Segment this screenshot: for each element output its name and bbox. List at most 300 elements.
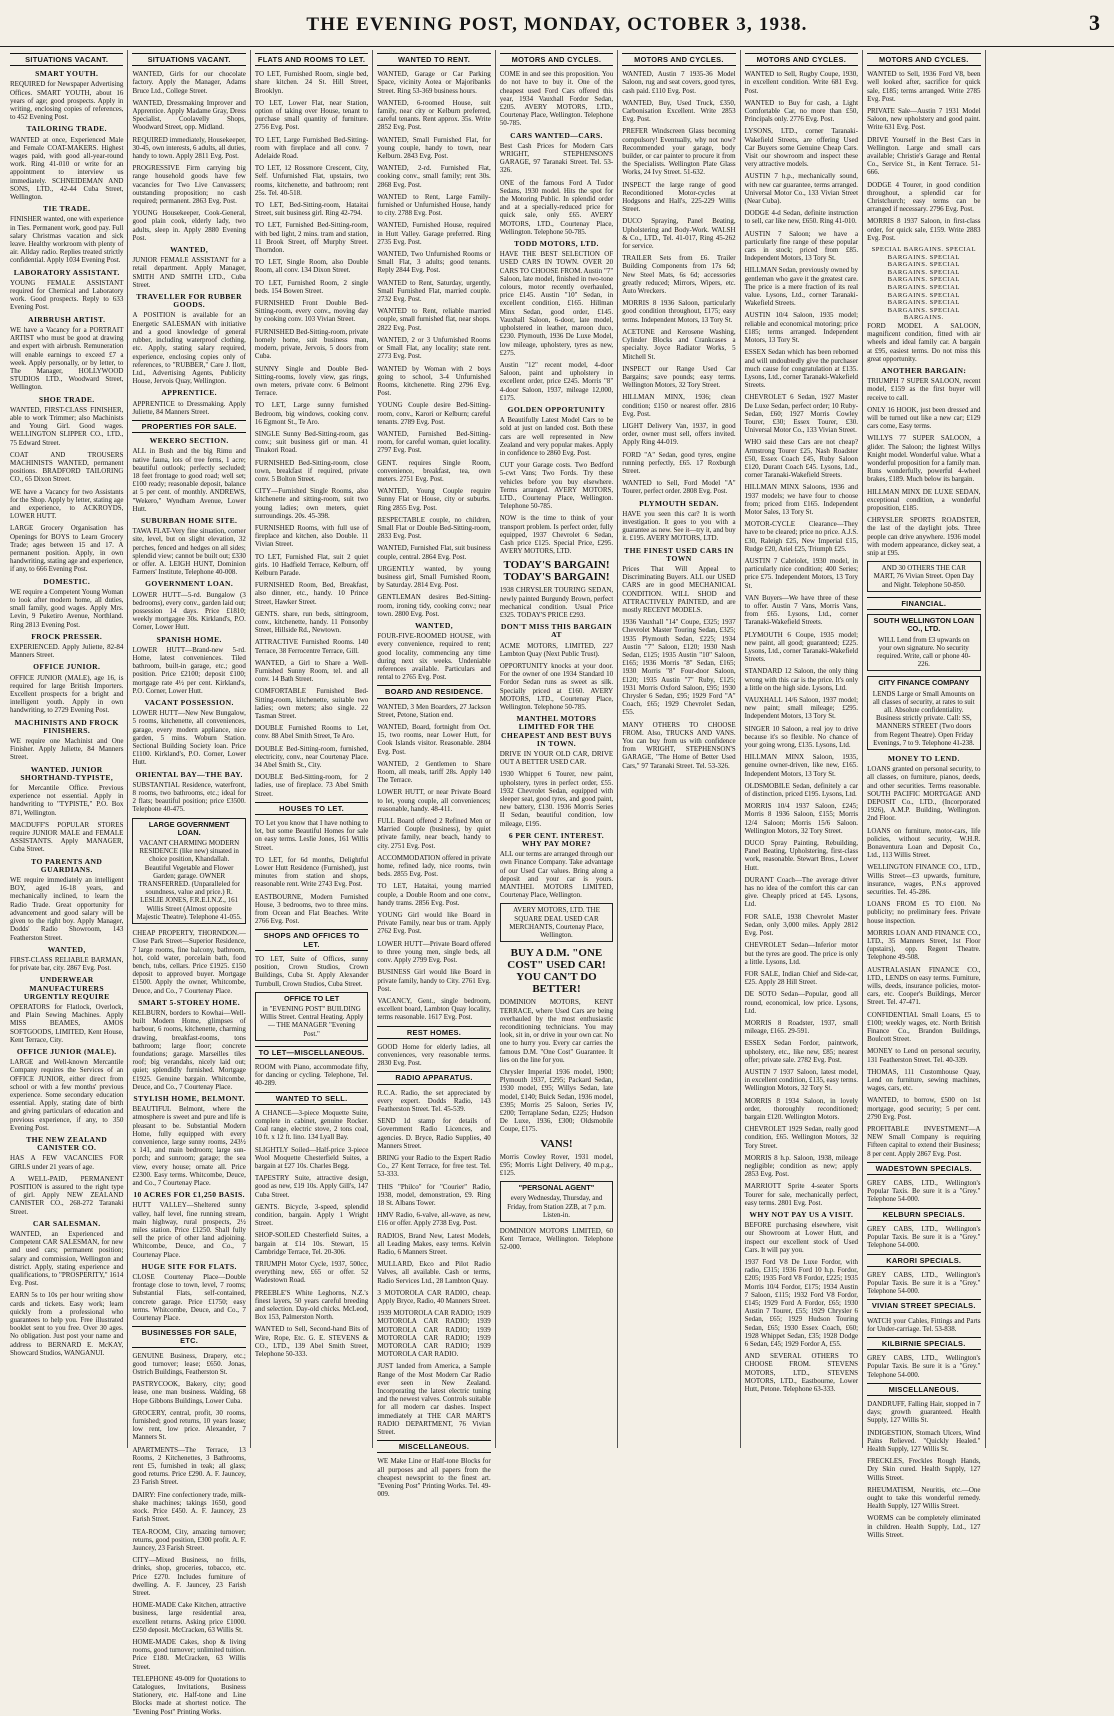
classified-ad: WANTED to Sell, 1936 Ford V8, been well looked after, sacrifice for quick sale, £185; terms arranged. Write 2785 Evg. Post. [867, 70, 981, 103]
newspaper-title: THE EVENING POST, MONDAY, OCTOBER 3, 1938. [306, 14, 808, 35]
classified-ad: WHO said these Cars are not cheap? Armstrong Tourer £25, Nash Roadster £50, Essex Coach £45, Ruby Saloon £120, Durant Coach £45. Lysons, Ltd., corner Taranaki-Wakefield Streets. [744, 438, 859, 480]
ad-heading: FROCK PRESSER. [31, 631, 103, 641]
classified-ad: ATTRACTIVE Furnished Rooms. 140 Terrace, 38 Ferrocentre Terrace, Gill. [254, 638, 369, 655]
classified-ad: REQUIRED for Newspaper Advertising Offices. SMART YOUTH, about 16 years of age; good prospects. Apply in writing, enclosing copies of references, to 452 Evening Post. [10, 80, 124, 122]
ad-heading: THE NEW ZEALAND CANISTER CO. [26, 1134, 108, 1153]
section-heading: MOTORS AND CYCLES. [622, 53, 735, 66]
classified-ad: 1939 MOTOROLA CAR RADIO; 1939 MOTOROLA CAR RADIO; 1939 MOTOROLA CAR RADIO; 1939 MOTOROLA CAR RADIO; 1939 MOTOROLA CAR RADIO; 1939 MOTOROLA CAR RADIO. [377, 1309, 491, 1359]
page-number: 3 [1089, 10, 1100, 35]
classified-ad: LOWER HUTT—5-rd. Bungalow (3 bedrooms), every conv., garden laid out; possession 14 days. Price £1810; weekly mortgagee 30s. Kirkland's, P.O. Corner, Lower Hutt. [132, 590, 246, 632]
section-heading: SHOPS AND OFFICES TO LET. [255, 929, 368, 950]
classified-ad: WE require one Machinist and One Finisher. Apply Juliette, 84 Manners Street. [10, 737, 124, 762]
classified-ad: BRING your Radio to the Expert Radio Co., 27 Kent Terrace, for free test. Tel. 53-333. [377, 1153, 491, 1179]
column-3 [251, 50, 373, 1448]
classified-ad: Chrysler Imperial 1936 model, 1900; Plymouth 1937, £295; Packard Sedan, 1930 model, £95; Willys Sedan, late model, £140; Buick Sedan, 1936 model, £395; Morris 25 Saloon, Series IV, £200; Terraplane Sedan, £225; Hudson De Luxe, 1936, £300; Oldsmobile Coupe, £175. [499, 1067, 614, 1134]
classified-ad: LOWER HUTT—Private Board offered to three young men, single beds, all conv. Apply 2799 Evg. Post. [377, 939, 491, 965]
classified-ad: WANTED, Austin 7 1935-36 Model Saloon, rug and seat covers, good tyres, cash paid. £110 Evg. Post. [622, 70, 736, 95]
classified-ad: SHOP-SOILED Chesterfield Suites, a bargain at £14 10s. Stewart, 15 Cambridge Terrace, Tel. 20-306. [254, 1231, 369, 1256]
classified-ad: PREEBLE'S White Leghorns, N.Z.'s finest layers, 50 years careful breeding and selection. Day-old chicks. McLeod, Box 153, Palmerston North. [254, 1288, 369, 1322]
section-heading: PROPERTIES FOR SALE. [132, 420, 245, 433]
classified-ad: WANTED, Furnished Flat, suit business couple, central. 2864 Evg. Post. [377, 544, 491, 561]
classified-ad: TAPESTRY Suite, attractive design, good as new, £19 10s. Apply Gill's, 147 Cuba Street. [254, 1174, 369, 1199]
classified-ad: TO LET, Suite of Offices, sunny position, Crown Studios, Crown Buildings, Cuba St. Apply Alexander Turnbull, Crown Studios, Cuba Street. [254, 954, 369, 988]
classified-ad: HILLMAN MINX Saloon, 1935, genuine owner-driven, like new, £165. Independent Motors, 13 Tory St. [744, 753, 859, 778]
classified-ad: ESSEX Sedan Fordor, paintwork, upholstery, etc., like new, £85; nearest offer; private sale. 2782 Evg. Post. [744, 1039, 859, 1064]
classified-ad: COMFORTABLE Furnished Bed-Sitting-room, kitchenette, suitable two ladies; own meters; also single. 22 Tasman Street. [254, 687, 369, 721]
classified-ad: HILLMAN MINX Saloons, 1936 and 1937 models; we have four to choose from; priced from £165. Independent Motor Sales, 13 Tory St. [744, 483, 859, 516]
ad-heading: MACHINISTS AND FROCK FINISHERS. [14, 717, 119, 735]
classified-ad: AND SEVERAL OTHERS TO CHOOSE FROM. STEVENS MOTORS, LTD., STEVENS MOTORS, LTD., Eastbourne, Lower Hutt, Petone. Telephone 63-333. [744, 1352, 859, 1394]
ad-heading: GOVERNMENT LOAN. [145, 579, 234, 589]
display-ad-headline: TODAY'S BARGAIN! TODAY'S BARGAIN! [503, 559, 610, 584]
classified-ad: WANTED, Buy, Used Truck, £350, Carbonisation Excellent. Write 2853 Evg. Post. [622, 98, 736, 124]
classified-ad: CHEVROLET 6 Sedan, 1927 Master De Luxe Sedan, perfect order; 10 Ruby-Sedan, £60; 1927 Morris Cowley Tourer, £30; Essex Tourer, £30. Universal Motor Co., 133 Vivian Street. [744, 393, 859, 435]
section-heading: MOTORS AND CYCLES. [745, 53, 858, 66]
ad-heading: 6 PER CENT. INTEREST. WHY PAY MORE? [508, 830, 605, 849]
classified-ad: HILLMAN MINX DE LUXE SEDAN, exceptional condition, a wonderful proposition, £185. [867, 487, 981, 513]
classified-ad: MANY OTHERS TO CHOOSE FROM. Also, TRUCKS AND VANS. You can buy from us with confidence from WRIGHT, STEPHENSON'S GARAGE, "The Home of Better Used Cars," 97 Taranaki Street. Tel. 53-326. [622, 720, 736, 770]
classified-ad: TO LET, Hataitai, young married couple, a Double Room and one conv., handy trams. 2856 Evg. Post. [377, 882, 491, 907]
classified-ad: INDIGESTION, Stomach Ulcers, Wind Pains Relieved. "Quickly Healed." Health Supply, 127 Willis St. [867, 1428, 981, 1453]
classified-ad: 1936 Vauxhall "14" Coupe, £325; 1937 Chevrolet Master Touring Sedan, £325; 1935 Plymouth Sedan, £225; 1934 Austin "7" Saloon, £120; 1930 Nash Sedan, £125; 1935 Austin "10" Saloon, £165; 1936 Morris "8" Sedan, £165; 1930 Morris "8" Four-door Saloon, £120; 1935 Austin "7" Ruby, £125; 1931 Morris Oxford Saloon, £95; 1930 Chrysler 6 Sedan, £95; 1929 Ford "A" Coach, £65; 1929 Chevrolet Sedan, £55. [622, 618, 736, 717]
classified-ad: A POSITION is available for an Energetic SALESMAN with initiative and a good knowledge of general rubber, including waterproof clothing, etc. Apply, stating salary required, experience, enclosing copies only of references, to "RUBBER," Care J. Ilott, Ltd., Advertising Agents, Publicity House, Jervois Quay, Wellington. [132, 311, 246, 386]
classified-ad: MACDUFF'S POPULAR STORES require JUNIOR MALE and FEMALE ASSISTANTS. Apply MANAGER, Cuba Street. [10, 820, 124, 854]
classified-ad: WANTED to Rent, Large Family-furnished or Unfurnished House, handy to city. 2788 Evg. Post. [377, 192, 491, 218]
section-heading: MISCELLANEOUS. [377, 1440, 490, 1453]
classified-ad: TEA-ROOM, City, amazing turnover; returns, good position, £300 profit. A. F. Jauncey, 23 Farish Street. [132, 1527, 246, 1552]
classified-ad: DOUBLE Furnished Rooms to Let, conv. 88 Abel Smith Street, Te Aro. [254, 724, 369, 741]
classified-ad: KELBURN, borders to Kowhai—Well-built Modern Home, glimpses of harbour, 6 rooms, kitchenette, charming drawing, breakfast-rooms, tons bathroom; large floor; concrete foundations; garage. Marseilles tiles roof; big verandahs, nicely laid out; quiet; splendidly furnished. Mortgage £1925. Genuine bargain. Whitcombe, Deuce, and Co., 7 Courtenay Place. [132, 1008, 246, 1091]
classified-ad: MORRIS LOAN AND FINANCE CO., LTD., 35 Manners Street, 1st Floor (upstairs), opp. Regent Theatre. Telephone 49-508. [867, 928, 981, 962]
classified-ad: 1930 Whippet 6 Tourer, new paint, upholstery, tyres in perfect order, £55. 1932 Chevrolet Sedan, equipped with sleeper seat, good tyres, and good paint, new battery, £130. 1936 Morris Series II Sedan, beautiful condition, low mileage, £195. [499, 770, 614, 828]
classified-ad: FULL Board offered 2 Refined Men or Married Couple (business), by quiet private family, near beach, handy to city. 2751 Evg. Post. [377, 817, 491, 850]
classified-ad: COME in and see this proposition. You do not have to buy it. One of the cheapest used Ford Cars offered this year, 1934 Vauxhall Fordor Sedan, £205. AVERY MOTORS, LTD., Courtenay Place, Wellington. Telephone 50-785. [499, 70, 614, 128]
classified-ad: GENT. requires Single Room, convenience, breakfast, tea, own meters. 2751 Evg. Post. [377, 458, 491, 483]
classified-ad: OPPORTUNITY knocks at your door. For the owner of one 1934 Standard 10 Fordor Sedan runs as sweet as silk. Specially priced at £160. AVERY MOTORS, LTD., Courtenay Place, Wellington. Telephone 50-785. [499, 662, 614, 712]
section-heading: WANTED TO SELL. [255, 1092, 368, 1105]
classified-ad: WANTED, Furnished House, required in Hutt Valley. Garage preferred. Ring 2735 Evg. Post. [377, 221, 491, 246]
classified-ad: WANTED, 2 or 3 Unfurnished Rooms or Small Flat, any locality; state rent. 2773 Evg. Post. [377, 335, 491, 361]
classified-ad: SLIGHTLY Soiled—Half-price 3-piece Wool Moquette Chesterfield Suites, a bargain at £27 10s. Charles Begg. [254, 1145, 369, 1170]
boxed-ad-title: CITY FINANCE COMPANY [878, 678, 970, 688]
section-heading: HOUSES TO LET. [255, 802, 368, 815]
classified-ad: MONEY to Lend on personal security, 131 Featherston Street. Tel. 40-339. [867, 1047, 981, 1064]
classified-ad: CHEAP PROPERTY, THORNDON.—Close Park Street—Superior Residence, 7 large rooms, fine balcony, bathroom, hot, cold water, porcelain bath, food bench, tubs, cellars. Price £1925. £150 deposit to approved buyer. Mortgage £1500. Apply the owner, Whitcombe, Deuce, and Co., 7 Courtenay Place. [132, 929, 246, 995]
classified-ad: DODGE 4-d Sedan, definite instruction to sell, car like new, £650. Ring 41-010. [744, 209, 859, 226]
classified-ad: CHEVROLET Sedan—Inferior motor but the tyres are good. The price is only a little. Lysons, Ltd. [744, 941, 859, 966]
classified-ad: HOME-MADE Cakes, shop & living rooms, good turnover; unlimited tuition. Price £180. McCracken, 63 Willis Street. [132, 1637, 246, 1671]
ad-heading: ORIENTAL BAY—THE BAY. [135, 769, 243, 779]
classified-ad: TAWA FLAT-Very fine situation, corner site, level, but on slight elevation, 32 perches, fenced and hedges on all sides; splendid view; cannot be built out; £330 or offer. A. LEIGH HUNT, Dominion Farmers' Institute, Telephone 40-008. [132, 527, 246, 577]
classified-ad: YOUNG FEMALE ASSISTANT required for Chemical and Laboratory work. Good prospects. Reply to 633 Evening Post. [10, 278, 124, 312]
ad-heading: CAR SALESMAN. [32, 1218, 101, 1228]
classified-ad: FOR SALE, Indian Chief and Side-car, £25. Apply 28 Hill Street. [744, 969, 859, 987]
classified-ad: Austin "12" recent model, 4-door Saloon, paint and upholstery in excellent order, price £245. Morris "8" 4-door Saloon, 1937, mileage 12,000, £175. [499, 360, 614, 402]
classified-ad: TELEPHONE 49-009 for Quotations to Catalogues, Invitations, Business Stationery, etc. Half-tone and Line Blocks made at shortest notice. The "Evening Post" Printing Works. [132, 1674, 246, 1716]
classified-ad: WANTED to Sell, Rugby Coupe, 1930, in excellent condition. Write 681 Evg. Post. [744, 70, 859, 95]
classified-ad: WE Make Line or Half-tone Blocks for all purposes and all papers from the cheapest newsprint to the finest art. "Evening Post" Printing Works. Tel. 49-009. [377, 1457, 491, 1499]
classified-ad: WANTED, FIRST-CLASS FINISHER, able to work Trimmer; also Machinists and Young Girl. Good wages. WELLINGTON SLIPPER CO., LTD., 75 Edward Street. [10, 405, 124, 447]
classified-ad: FOR SALE, 1938 Chevrolet Master Sedan, only 3,000 miles. Apply 2812 Evg. Post. [744, 912, 859, 938]
classified-ad: LOANS on furniture, motor-cars, life policies, without security, W.H.R. Bonaventura Loan and Deposit Co., Ltd., 113 Willis Street. [867, 826, 981, 860]
boxed-ad [132, 818, 245, 924]
classified-ad: WANTED at once, Experienced Male and Female COAT-MAKERS. Highest wages paid, with good all-year-round work. Ring 41-010 or write for an appointment to interview us immediately. SCHNEIDEMAN AND SONS, LTD., 42-44 Cuba Street, Wellington. [10, 135, 124, 202]
classified-ad: AUSTIN 7 h.p., mechanically sound, with new car guarantee, terms arranged. Universal Motor Co., 133 Vivian Street (Near Cuba). [744, 172, 859, 206]
classified-ad: WATCH your Cables, Fittings and Parts for Under-carriage. Tel. 53-838. [867, 1316, 981, 1333]
classified-ad: TO LET, Bed-Sitting-room, Hataitai Street, suit business girl. Ring 42-794. [254, 201, 369, 218]
classified-ad: WANTED by Woman with 2 boys going to school, 3-4 Unfurnished Rooms, kitchenette. Ring 2796 Evg. Post. [377, 364, 491, 398]
classified-ad: HOME-MADE Cake Kitchen, attractive business, large residential area, excellent returns. Asking price £1000. £250 deposit. McCracken, 63 Willis St. [132, 1601, 246, 1634]
boxed-ad-text: AND 30 OTHERS THE CAR MART, 76 Vivian Street. Open Day and Night. Telephone 50-850. [873, 564, 974, 589]
boxed-ad [867, 561, 980, 592]
classified-ad: NOW is the time to think of your transport problem. Is perfect order, fully equipped, 1937 Chevrolet 6 Sedan, Cash price £125. Special Price, £295. AVERY MOTORS, LTD. [499, 514, 614, 556]
classified-ad: DAIRY: Fine confectionery trade, milk-shake machines; takings 1650, good stock. Price £450. A. F. Jauncey, 23 Farish Street. [132, 1490, 246, 1524]
classified-ad: PREFER Windscreen Glass becoming compulsory! Eventually, why not now? Recommended your garage, body builder, or car painter to procure it from the Specialists. Wellington Plate Glass Works, 24 Ivy Street. 51-632. [622, 127, 736, 177]
classified-ad: AUSTIN 7 Saloon; we have a particularly fine range of these popular cars in stock; priced from £85. Independent Motors, 13 Tory St. [744, 229, 859, 263]
classified-ad: WANTED, Dressmaking Improver and Apprentice. Apply Madame Gray, Dress Specialist, Coolavelly Shops, Woodward Street, opp. Midland. [132, 98, 246, 132]
classified-ad: ALL in Bush and the big Rimu and native fauna, lots of tree ferns, 1 acre; beautiful outlook; perfectly secluded; 18 feet frontage to good road; well set; £100 ready; reasonable deposit, balance at 5 per cent. of monthly. ANDREWS, "Wekero," Wyndham Avenue, Lower Hutt. [132, 447, 246, 513]
classified-ad: LOWER HUTT, or near Private Board to let, young couple, all conveniences; reasonable, handy. 48-411. [377, 788, 491, 813]
classified-ad: SEND 1d stamp for details of Government Radio Licences, and agencies. D. Bryce, Radio Supplies, 40 Manners Street. [377, 1117, 491, 1150]
section-heading: WANTED TO RENT. [377, 53, 490, 66]
column-8 [863, 50, 985, 1539]
classified-ad: DE SOTO Sedan—Popular, good all round, economical, low price. Lysons, Ltd. [744, 990, 859, 1015]
classified-ad: WANTED, 6-roomed House, suit family, near city or Kelburn preferred, careful tenants. Rent approx. 35s. Write 2852 Evg. Post. [377, 98, 491, 132]
classified-ad: LOANS FROM £5 TO £100. No publicity; no preliminary fees. Private house inspection. [867, 900, 981, 925]
classified-columns [6, 50, 1108, 1716]
classified-ad: LARGE Grocery Organisation has Openings for BOYS to Learn Grocery Trade; ages between 15 and 17. A permanent position. Apply, in own handwriting, stating age and experience, if any, to 666 Evening Post. [10, 524, 124, 574]
masthead [0, 0, 1114, 47]
classified-ad: GREY CABS, LTD., Wellington's Popular Taxis. Be sure it is a "Grey." Telephone 54-000. [867, 1179, 981, 1204]
ad-heading: SUBURBAN HOME SITE. [140, 515, 238, 525]
classified-ad: PASTRYCOOK, Bakery, city; good lease, one man business. Walding, 68 Hope Gibbons Buildings, Lower Cuba. [132, 1380, 246, 1405]
classified-ad: YOUNG Couple desire Bed-Sitting-room, conv., Karori or Kelburn; careful tenants. 2789 Evg. Post. [377, 401, 491, 426]
column-1 [6, 50, 128, 1448]
repeated-banner: SPECIAL BARGAINS. SPECIAL BARGAINS. SPECIAL BARGAINS. SPECIAL BARGAINS. SPECIAL BARGAINS. SPECIAL BARGAINS. SPECIAL BARGAINS. SPECIAL BARGAINS. SPECIAL BARGAINS. SPECIAL BARGAINS. [871, 246, 976, 322]
classified-ad: WANTED, 2 Gentlemen to Share Room, all meals, tariff 28s. Apply 140 The Terrace. [377, 759, 491, 785]
column-7 [741, 50, 863, 1448]
classified-ad: WE require immediately an intelligent BOY, aged 16-18 years, and mechanically inclined, to learn the Radio Trade. Great opportunity for advancement and good salary will be given to the right boy. Apply Manager, Dodds' Radio Showroom, 143 Featherston Street. [10, 876, 124, 942]
classified-ad: AUSTIN 7 1937 Saloon, latest model, in excellent condition, £135, easy terms. Wellington Motors, 32 Tory St. [744, 1067, 859, 1093]
ad-heading: LABORATORY ASSISTANT. [13, 267, 120, 277]
boxed-ad-title: "PERSONAL AGENT" [518, 1183, 595, 1193]
display-ad-headline: VANS! [540, 1137, 573, 1150]
classified-ad: TO LET, Furnished Bed-Sitting-room, with bed light, 2 mins. tram and station, 11 Brook Street, off Murphy Street. Thorndon. [254, 221, 369, 255]
classified-ad: ACETONE and Kerosene Washing, Cylinder Blocks and Crankcases a specialty. Joyce Radiator Works, 5 Mitchell St. [622, 327, 736, 361]
classified-ad: DOMINION MOTORS, KENT TERRACE, where Used Cars are being overhauled by the most enthusiastic reconditioning technicians. You may look, sit in, or drive in your own car. No one to hurry you. Every car carries the famous D.M. "One Cost" Guarantee. It lies on the line for you. [499, 998, 614, 1064]
ad-heading: STYLISH HOME, BELMONT. [133, 1093, 245, 1103]
boxed-ad [867, 614, 980, 671]
classified-ad: ONE of the famous Ford A Tudor Sedans, 1930 model. Hits the spot for the Motoring Public. In splendid order and at a specially-reduced price for quick sale, only £65. AVERY MOTORS, LTD., Courtenay Place, Wellington. Telephone 50-785. [499, 178, 614, 236]
section-heading: MOTORS AND CYCLES. [867, 53, 980, 66]
classified-ad: OLDSMOBILE Sedan, definitely a car of distinction, priced £195. Lysons, Ltd. [744, 781, 859, 799]
classified-ad: WANTED to Rent, reliable married couple, small furnished flat, near shops. 2822 Evg. Post. [377, 307, 491, 332]
section-heading: SITUATIONS VACANT. [10, 53, 123, 66]
classified-ad: GREY CABS, LTD., Wellington's Popular Taxis. Be sure it is a "Grey." Telephone 54-000. [867, 1270, 981, 1296]
classified-ad: AUSTRALASIAN FINANCE CO., LTD., LENDS on easy terms. Furniture, wills, deeds, insurance policies, motor-cars, etc. Cooper's Buildings, Mercer Street. Tel. 47-471. [867, 965, 981, 1007]
classified-ad: GOOD Home for elderly ladies, all conveniences, very reasonable terms. 2830 Evg. Post. [377, 1042, 491, 1068]
classified-ad: DOUBLE Bed-Sitting-room, furnished, electricity, conv., near Courtenay Place. 34 Abel Smith St., City. [254, 744, 369, 770]
classified-ad: URGENTLY wanted, by young business girl, Small Furnished Room, by Saturday. 2814 Evg. Post. [377, 564, 491, 590]
classified-ad: WANTED to Rent, Saturday, urgently, Small Furnished Flat, married couple. 2732 Evg. Post. [377, 278, 491, 304]
classified-ad: GENUINE Business, Drapery, etc.; good turnover; lease; £650. Jonas, Ostrich Buildings, Featherston St. [132, 1351, 246, 1377]
classified-ad: CITY—Furnished Single Rooms, also kitchenette and sitting-room, suit two young ladies; own meters, quiet surroundings. 20s. 45-398. [254, 487, 369, 520]
classified-ad: APPRENTICE to Dressmaking. Apply Juliette, 84 Manners Street. [132, 399, 246, 416]
classified-ad: ESSEX Sedan which has been reborned and will undoubtedly give the purchaser much cause for congratulation at £135. Lysons, Ltd., corner Taranaki-Wakefield Streets. [744, 348, 859, 390]
ad-heading: WANTED, [415, 620, 454, 630]
classified-ad: TO LET, Furnished Flat, suit 2 quiet girls. 10 Hadfield Terrace, Kelburn, off Kelburn Parade. [254, 552, 369, 577]
boxed-ad [500, 1181, 613, 1222]
section-heading: FINANCIAL. [867, 597, 980, 610]
classified-ad: PROGRESSIVE Firm carrying big range household goods have few vacancies for Two Live Canvassers; outstanding proposition; no cash required; permanent. 2863 Evg. Post. [132, 164, 246, 206]
ad-heading: THE FINEST USED CARS IN TOWN [624, 545, 734, 563]
ad-heading: SMART 5-STOREY HOME. [138, 997, 241, 1007]
classified-ad: FURNISHED Room, Bed, Breakfast, also dinner, etc., handy. 10 Prince Street, Hawker Street. [254, 581, 369, 606]
ad-heading: WANTED, [170, 245, 209, 255]
ad-heading: GOLDEN OPPORTUNITY [507, 404, 606, 414]
boxed-ad-text: VACANT CHARMING MODERN RESIDENCE (like new) situated in choice position, Khandallah. Beautiful Vegetable and Flower Garden; garage. OWNER TRANSFERRED. (Unparalleled for soundness, value and price.) R. LESLIE JONES, F.R.E.I.N.Z., 161 Willis Street (Almost opposite Majestic Theatre). Telephone 41-055. [136, 839, 242, 921]
classified-ad: LYSONS, LTD., corner Taranaki-Wakefield Streets, are offering Used Car Buyers some Genuine Cheap Cars. Visit our showroom and inspect these very attractive models. [744, 127, 859, 169]
classified-ad: JUNIOR FEMALE ASSISTANT for a retail department. Apply Manager, SMITH AND SMITH LTD., Cuba Street. [132, 256, 246, 289]
classified-ad: JUST landed from America, a Sample Range of the Most Modern Car Radio ever seen in New Zealand. Incorporating the latest electric tuning and the newest valves. Controls suitable for all modern car dashes. Inspect immediately at THE CAR MART'S RADIO DEPARTMENT, 76 Vivian Street. [377, 1362, 491, 1437]
classified-ad: DUCO Spraying, Panel Beating, Upholstering and Body-Work. WALSH & Co., LTD., Tel. 41-017, Ring 45-262 for service. [622, 217, 736, 251]
classified-ad: FIRST-CLASS RELIABLE BARMAN, for private bar, city. 2867 Evg. Post. [10, 955, 124, 973]
section-heading: KARORI SPECIALS. [867, 1254, 980, 1267]
classified-ad: LARGE and Well-known Mercantile Company requires the Services of an OFFICE JUNIOR, either direct from school or with a few months' previous experience. Some secondary education essential. Apply, stating date of birth and giving particulars of education and previous experience, if any, to 350 Evening Post. [10, 1058, 124, 1132]
boxed-ad [867, 676, 980, 750]
ad-heading: DON'T MISS THIS BARGAIN AT [500, 622, 613, 640]
classified-ad: TRIUMPH 7 SUPER SALOON, recent model, £159 as the first buyer will receive to call. [867, 377, 981, 402]
classified-ad: LOWER HUTT—Brand-new 5-rd. Home, latest conveniences. Tiled bathroom, built-in garage, etc.; good position. Price £2100; deposit £100; mortgage rate 4½ per cent. Kirkland's, P.O. Corner, Lower Hutt. [132, 645, 246, 695]
classified-ad: HUTT VALLEY—Sheltered sunny valley, half level, fine running stream, main highway, rural prospects, 2½ miles station. Price £1250. Shall fully sell the price of other land adjoining. Whitcombe, Deuce, and Co., 7 Courtenay Place. [132, 1201, 246, 1259]
classified-ad: WANTED, Small Furnished Flat, for young couple, handy to town, near Kelburn. 2843 Evg. Post. [377, 135, 491, 161]
classified-ad: MORRIS 8 h.p. Saloon, 1938, mileage negligible; condition as new; apply 2853 Evg. Post. [744, 1153, 859, 1179]
classified-ad: TO LET, 12 Rossmore Crescent, City, Self. Unfurnished Flat, upstairs, two rooms, kitchenette, and bathroom; rent 25s. Tel. 40-518. [254, 164, 369, 197]
boxed-ad-text: WILL Lend from £3 upwards on your own signature. No security required. Write, call or phone 40-226. [877, 635, 971, 669]
boxed-ad-title: LARGE GOVERNMENT LOAN. [148, 819, 230, 837]
classified-ad: YOUNG Housekeeper, Cook-General, good plain cook, elderly lady, two adults, sleep in. Apply 2880 Evening Post. [132, 209, 246, 242]
classified-ad: FURNISHED Bed-Sitting-room, close town, breakfast if required, private conv. 5 Bolton Street. [254, 458, 369, 483]
classified-ad: WANTED, Board, fortnight from Oct. 15, two rooms, near Lower Hutt, for Cook Islands visitor. Reasonable. 2804 Evg. Post. [377, 723, 491, 756]
classified-ad: MOTOR-CYCLE Clearance—They have to be cleared; price no price. A.J.S. £30, Raleigh £25, New Imperial £15, Rudge £20, Ariel £25, Triumph £25. [744, 520, 859, 553]
section-heading: MISCELLANEOUS. [867, 1383, 980, 1396]
classified-ad: DRIVE Yourself in the Best Cars in Wellington. Large and small cars available; Christie's Garage and Rental Co., Service St., in Kent Terrace. 51-666. [867, 135, 981, 177]
boxed-ad-text: every Wednesday, Thursday, and Friday, from Station 2ZB, at 7 p.m. Listen-in. [507, 1194, 606, 1219]
classified-ad: Best Cash Prices for Modern Cars WRIGHT, STEPHENSON'S GARAGE, 97 Taranaki Street. Tel. 53-326. [499, 141, 614, 175]
classified-ad: BUSINESS Girl would like Board in private family, handy to City. 2761 Evg. Post. [377, 968, 491, 993]
classified-ad: FINISHER wanted, one with experience in Ties. Permanent work, good pay. Full salary Christmas vacation and sick leave. Healthy workroom with plenty of air. Allday radio. Replies treated strictly confidential. Apply 1034 Evening Post. [10, 215, 124, 265]
ad-heading: ANOTHER BARGAIN: [881, 366, 967, 376]
ad-heading: TAILORING TRADE. [26, 124, 107, 134]
classified-ad: WANTED, to borrow, £500 on 1st mortgage, good security; 5 per cent. 2790 Evg. Post. [867, 1096, 981, 1121]
classified-ad: ONLY 16 HOOK, just been dressed and will be turned out like a new car; £129 cars come, Easy terms. [867, 405, 981, 431]
classified-ad: ACCOMMODATION offered in private home, refined lady, nice rooms, twin beds. 2855 Evg. Post. [377, 853, 491, 879]
classified-ad: HAVE you seen this car? It is worth investigation. It goes to you with a guarantee as new. See it—try it, and buy it. £195. AVERY MOTORS, LTD. [622, 509, 736, 543]
classified-ad: 1938 CHRYSLER TOURING SEDAN, newly painted Burgundy Brown, perfect mechanical condition. Usual Price £325. TODAY'S PRICE £293. [499, 586, 614, 619]
classified-ad: A WELL-PAID, PERMANENT POSITION is assured to the right type of girl. Apply NEW ZEALAND CANISTER CO., 268-272 Taranaki Street. [10, 1174, 124, 1216]
ad-heading: MANTHEL MOTORS LIMITED FOR THE CHEAPEST AND BEST BUYS IN TOWN. [501, 714, 612, 748]
classified-ad: WELLINGTON FINANCE CO., LTD., Willis Street—£3 upwards, furniture, insurance, wages, P.N.s approved securities. Tel. 45-286. [867, 863, 981, 896]
classified-ad: FURNISHED Front Double Bed-Sitting-room, every conv., moving day by cooking conv. 103 Vivian Street. [254, 299, 369, 324]
ad-heading: UNDERWEAR MANUFACTURERS URGENTLY REQUIRE [23, 975, 110, 1001]
ad-heading: SPANISH HOME. [156, 634, 222, 644]
classified-ad: DOUBLE Bed-Sitting-room, for 2 ladies, use of fireplace. 73 Abel Smith Street. [254, 773, 369, 798]
column-5 [496, 50, 618, 1448]
classified-ad: SUNNY Single and Double Bed-Sitting-rooms, lovely view, gas rings, own meters, private conv. 6 Belmont Terrace. [254, 364, 369, 398]
classified-ad: GREY CABS, LTD., Wellington's Popular Taxis. Be sure it is a "Grey." Telephone 54-000. [867, 1224, 981, 1250]
classified-ad: EASTBOURNE, Modern Furnished House, 3 bedrooms, two to three mins. from Ocean and Flat Beaches. Write 2766 Evg. Post. [254, 892, 369, 926]
ad-heading: VACANT POSSESSION. [144, 698, 234, 708]
classified-ad: APARTMENTS—The Terrace, 13 Rooms, 2 Kitchenettes, 3 Bathrooms, rent £5, furnished in teak; all glass; good returns. Price £290. A. F. Jauncey, 23 Farish Street. [132, 1445, 246, 1487]
classified-ad: for Mercantile Office. Previous experience not essential. Apply in handwriting to "TYPISTE," P.O. Box 871, Wellington. [10, 784, 124, 817]
classified-ad: WANTED, 3 Men Boarders, 27 Jackson Street, Petone, Station end. [377, 702, 491, 719]
classified-ad: FRECKLES, Freckles Rough Hands, Dry Skin cured. Health Supply, 127 Willis Street. [867, 1457, 981, 1482]
classified-ad: HILLMAN Sedan, previously owned by gentleman who gave it the greatest care. The price is a mere fraction of its real value. Lysons, Ltd., corner Taranaki-Wakefield Streets. [744, 266, 859, 308]
classified-ad: PLYMOUTH 6 Coupe, 1935 model; new paint, all good; guaranteed; £225. Lysons, Ltd., corner Taranaki-Wakefield Streets. [744, 630, 859, 664]
classified-ad: RHEUMATISM, Neuritis, etc.—One ought to take this wonderful remedy. Health Supply, 127 Willis Street. [867, 1485, 981, 1511]
classified-ad: TO LET, Large sunny furnished Bedroom, big windows, cooking conv. 16 Egmont St., Te Aro. [254, 401, 369, 426]
classified-ad: TO LET, Lower Flat, near Station, option of taking over House, tenant to purchase small quantity of furniture. 2756 Evg. Post. [254, 98, 369, 132]
classified-ad: DANDRUFF, Falling Hair, stopped in 7 days; growth guaranteed. Health Supply, 127 Willis St. [867, 1399, 981, 1425]
classified-ad: TO LET, for 6d months, Delightful Lower Hutt Residence (Furnished), just minutes from station and shops, reasonable rent. Write 2743 Evg. Post. [254, 855, 369, 889]
classified-ad: Morris Cowley Rover, 1931 model, £95; Morris Light Delivery, 40 m.p.g., £125. [499, 1152, 614, 1177]
classified-ad: RESPECTABLE couple, no children, Small Flat or Double Bed-Sitting-room, 2833 Evg. Post. [377, 515, 491, 541]
classified-ad: TO LET, Furnished Room, single bed, share kitchen. 24 St. Hill Street, Brooklyn. [254, 70, 369, 95]
classified-ad: WANTED, a Girl to Share a Well-Furnished Sunny Room, tel. and all conv. 14 Bath Street. [254, 658, 369, 684]
classified-ad: GENTS. share, run beds, sittingroom, conv., kitchenette, handy. 11 Ponsonby Street, Hillside Rd., Newtown. [254, 609, 369, 635]
classified-ad: WANTED, an Experienced and Competent CAR SALESMAN, for new and used cars; permanent position; salary and commission, Wellington and district. Apply, stating experience and qualifications, to "PROSPERITY," 1614 Evg. Post. [10, 1230, 124, 1288]
ad-heading: AIRBRUSH ARTIST. [28, 314, 106, 324]
section-heading: FLATS AND ROOMS TO LET. [255, 53, 368, 66]
ad-heading: TODD MOTORS, LTD. [514, 239, 599, 249]
classified-ad: OFFICE JUNIOR (MALE), age 16, is required for large British Importers. Excellent prospects for a bright and intelligent youth. Apply in own handwriting, to 2729 Evening Post. [10, 673, 124, 715]
classified-ad: MULLARD, Ekco and Pilot Radio Valves, all available. Cash or terms, Radio Services Ltd., 28 Lambton Quay. [377, 1260, 491, 1285]
classified-ad: PRIVATE Sale—Austin 7 1931 Model Saloon, new upholstery and good paint. Write 631 Evg. Post. [867, 107, 981, 132]
classified-ad: Prices That Will Appeal to Discriminating Buyers. ALL our USED CARS are in good MECHANICAL CONDITION. WILL SHOD and ATTRACTIVELY PAINTED, and are mostly RECENT MODELS. [622, 564, 736, 614]
classified-ad: DODGE 4 Tourer, in good condition throughout, a splendid car for Christchurch; easy terms can be arranged if necessary. 2796 Evg. Post. [867, 180, 981, 214]
classified-ad: WE require a Competent Young Woman to look after modern home, all duties, small family, good wages. Apply Mrs. Levin, 9 Puketiro Avenue, Northland. Ring 2813 Evening Post. [10, 587, 124, 629]
section-heading: WADESTOWN SPECIALS. [867, 1162, 980, 1175]
classified-ad: MORRIS 8 1936 Saloon, particularly good condition throughout, £175; easy terms. Independent Motors, 13 Tory St. [622, 299, 736, 324]
classified-ad: CLOSE Courtenay Place—Double frontage close to town, level, 7 rooms; Substantial Flats, self-contained, concrete garage. Price £1750; easy terms. Whitcombe, Deuce, and Co., 7 Courtenay Place. [132, 1273, 246, 1323]
ad-heading: TO PARENTS AND GUARDIANS. [31, 856, 103, 874]
classified-ad: WANTED, Two Unfurnished Rooms or Small Flat, 3 adults; good tenants. Reply 2844 Evg. Post. [377, 250, 491, 275]
ad-heading: MONEY TO LEND. [887, 753, 960, 763]
classified-ad: MARRIOTT Sprite 4-seater Sports Tourer for sale, mechanically perfect, easy terms. 2801 Evg. Post. [744, 1182, 859, 1207]
ad-heading: WANTED. JUNIOR SHORTHAND-TYPISTE, [20, 764, 114, 782]
ad-heading: CARS WANTED—CARS. [510, 130, 603, 140]
section-heading: KILBIRNIE SPECIALS. [867, 1337, 980, 1350]
boxed-ad-text: LENDS Large or Small Amounts on all classes of security, at rates to suit all. Absolute confidentiality. Business strictly private. Call: SS, MANNERS STREET (Two doors from Regent Theatre). Open Friday Evenings, 7 to 9. Telephone 41-238. [872, 689, 975, 747]
classified-ad: WANTED, Young Couple require Sunny Flat or House, city or suburbs. Ring 2855 Evg. Post. [377, 487, 491, 512]
display-ad-headline: BUY A D.M. "ONE COST" USED CAR! YOU CAN'T DO BETTER! [507, 947, 606, 996]
section-heading: BUSINESSES FOR SALE, ETC. [132, 1326, 245, 1347]
classified-ad: WANTED, Girls for our chocolate factory. Apply the Manager, Adams Bruce Ltd., College Street. [132, 70, 246, 95]
classified-ad: GREY CABS, LTD., Wellington's Popular Taxis. Be sure it is a "Grey." Telephone 54-000. [867, 1354, 981, 1379]
column-2 [128, 50, 250, 1716]
classified-ad: EARN 5s to 10s per hour writing show cards and tickets. Easy work; learn quickly from a professional who guarantees to help you. Free illustrated booklet sent to you free. Over 30 ages. No obligation. Just post your name and address to BERNARD E. McKAY, Showcard Studios, WANGANUI. [10, 1291, 124, 1357]
classified-ad: ALL our terms are arranged through our own Finance Company. Take advantage of our Used Car values. Bring along a deposit and your car is yours. MANTHEL MOTORS LIMITED, Courtenay Place, Wellington. [499, 850, 614, 900]
ad-heading: 10 ACRES FOR £1,250 BASIS. [133, 1190, 245, 1200]
ad-heading: SMART YOUTH. [35, 69, 99, 79]
classified-ad: DRIVE IN YOUR OLD CAR, DRIVE OUT A BETTER USED CAR. [499, 750, 614, 767]
classified-ad: TO LET, Large Furnished Bed-Sitting-room with fireplace and all conv. 7 Adelaide Road. [254, 135, 369, 161]
classified-ad: MORRIS 10/4 1937 Saloon, £245; Morris 8 1936 Saloon, £155; Morris 12/4 Saloon; Morris 15/6 Saloon. Wellington Motors, 32 Tory Street. [744, 802, 859, 835]
classified-ad: DUCO Spray Painting, Rebuilding, Panel Beating, Upholstering, first-class work, reasonable. Stewart Bros., Lower Hutt. [744, 839, 859, 872]
classified-ad: BEAUTIFUL Belmont, where the atmosphere is sweet and pure and life is pleasant to be. Substantial Modern Home, fully equipped with every convenience, large sunny rooms, 243½ x 141, and main bedroom; large sun-porch; and sunroom; garage; the sea view, every house; ornate all. Price £2300. Easy terms. Whitcombe, Deuce, and Co., 7 Courtenay Place. [132, 1105, 246, 1187]
classified-ad: GENTLEMAN desires Bed-Sitting-room, ironing tidy, cooking conv.; near town. 2800 Evg. Post. [377, 593, 491, 618]
classified-ad: TO LET, Furnished Room, 2 single beds. 154 Bowen Street. [254, 278, 369, 295]
classified-ad: TO Let you know that I have nothing to let, but some Beautiful Homes for sale on easy terms. Leslie Jones, 161 Willis Street. [254, 819, 369, 852]
ad-heading: APPRENTICE. [161, 388, 217, 398]
classified-ad: LIGHT Delivery Van, 1937, in good order, owner must sell, offers invited. Apply Ring 44-019. [622, 421, 736, 447]
classified-ad: SINGER 10 Saloon, a real joy to drive because it's so flexible. No chance of your going wrong, £135. Lysons, Ltd. [744, 724, 859, 750]
classified-ad: WANTED to Sell, Second-hand Bits of Wire, Rope, Etc. G. E. STEVENS & CO., LTD., 139 Abel Smith Street, Telephone 50-333. [254, 1325, 369, 1359]
ad-heading: SHOE TRADE. [38, 394, 95, 404]
section-heading: MOTORS AND CYCLES. [500, 53, 613, 66]
classified-ad: RADIOS, Brand New, Latest Models, all Leading Makes, easy terms. Kelvin Radio, 6 Manners Street. [377, 1231, 491, 1256]
classified-ad: HILLMAN MINX, 1936; clean condition; £150 or nearest offer. 2816 Evg. Post. [622, 393, 736, 418]
column-6 [618, 50, 740, 1448]
classified-ad: LOWER HUTT—New New Bungalow, 5 rooms, kitchenette, all conveniences, garage, every modern appliance, nice garden, 5 mins. Woburn Station. Sectional Building Society loan. Price £1100. Kirkland's, P.O. Corner, Lower Hutt. [132, 709, 246, 767]
classified-ad: WANTED to Sell, Ford Model "A" Tourer, perfect order. 2808 Evg. Post. [622, 479, 736, 496]
classified-ad: CHEVROLET 1929 Sedan, really good condition, £65. Wellington Motors, 32 Tory Street. [744, 1125, 859, 1150]
classified-ad: THIS "Philco" for "Courier" Radio, 1938, model, demonstration, £9. Ring 18 St. Albans Tower. [377, 1182, 491, 1207]
classified-ad: WE have a Vacancy for two Assistants for the Shop. Apply by letter, stating age and experience, to ACKROYDS, LOWER HUTT. [10, 487, 124, 521]
classified-ad: VAN Buyers—We have three of these to offer. Austin 7 Vans, Morris Vans, from £65. Lysons, Ltd., corner Taranaki-Wakefield Streets. [744, 593, 859, 627]
boxed-ad [500, 903, 613, 942]
classified-ad: TRIUMPH Motor Cycle, 1937, 500cc, everything new, £65 or offer. 52 Wadestown Road. [254, 1259, 369, 1285]
classified-ad: AUSTIN 10/4 Saloon, 1935 model; reliable and economical motoring; price £185; terms arranged. Independent Motors, 13 Tory St. [744, 311, 859, 345]
boxed-ad-title: OFFICE TO LET [283, 993, 340, 1003]
ad-heading: OFFICE JUNIOR (MALE). [16, 1046, 117, 1056]
boxed-ad-text: in "EVENING POST" BUILDING Willis Street. Central Heating. Apply— THE MANAGER "Evening Post." [259, 1004, 364, 1038]
classified-ad: DOMINION MOTORS LIMITED, 60 Kent Terrace, Wellington. Telephone 52-000. [499, 1226, 614, 1252]
classified-ad: PROFITABLE INVESTMENT—A NEW Small Company is requiring Fifteen capital to extend their Business; 8 per cent. Apply 2867 Evg. Post. [867, 1125, 981, 1158]
classified-ad: VACANCY, Gent., single bedroom, excellent board, Lambton Quay locality, terms reasonable. 1617 Evg. Post. [377, 996, 491, 1022]
ad-heading: DOMESTIC. [43, 576, 91, 586]
section-heading: BOARD AND RESIDENCE. [377, 685, 490, 698]
classified-ad: COAT AND TROUSERS MACHINISTS WANTED, permanent positions. BRADFORD TAILORING CO., 65 Dixon Street. [10, 450, 124, 484]
classified-ad: MORRIS 8 1934 Saloon, in lovely order, thoroughly reconditioned; bargain £120. Wellington Motors. [744, 1096, 859, 1121]
section-heading: VIVIAN STREET SPECIALS. [867, 1299, 980, 1312]
classified-ad: STANDARD 12 Saloon, the only thing wrong with this car is the price. It's only a little on the high side. Lysons, Ltd. [744, 667, 859, 692]
classified-ad: MORRIS 8 1937 Saloon, in first-class order, for quick sale, £159. Write 2883 Evg. Post. [867, 217, 981, 242]
classified-ad: DURANT Coach—The average driver has no idea of the comfort this car can give. Cheaply priced at £45. Lysons, Ltd. [744, 875, 859, 909]
classified-ad: TRAILER Sets from £6. Trailer Building Components from 17s 6d; New Steel Mats, 6s 6d; accessories greatly reduced; Mirrors, Wipers, etc. Auto Wreckers. [622, 254, 736, 296]
boxed-ad-text: AVERY MOTORS, LTD. THE SQUARE DEAL USED CAR MERCHANTS, Courtenay Place, Wellington. [509, 906, 604, 940]
classified-ad: WANTED to Buy for cash, a Light Comfortable Car, no more than £50, Principals only. 2776 Evg. Post. [744, 98, 859, 124]
classified-ad: ACME MOTORS, LIMITED, 227 Lambton Quay (Next Public Trust). [499, 641, 614, 658]
classified-ad: R.C.A. Radio, the set appreciated by every expert. Dodds Radio, 143 Featherston Street. Tel. 45-539. [377, 1088, 491, 1113]
boxed-ad-title: SOUTH WELLINGTON LOAN CO., LTD. [873, 616, 974, 634]
classified-ad: CONFIDENTIAL Small Loans, £5 to £100; weekly wages, etc. North British Finance Co., Brandon Buildings, Boulcott Street. [867, 1010, 981, 1044]
classified-ad: THOMAS, 111 Customhouse Quay, Lend on furniture, sewing machines, wages, cars, etc. [867, 1067, 981, 1093]
classified-ad: VAUXHALL 14/6 Saloon, 1937 model; new paint; small mileage; £295. Independent Motors, 13 Tory St. [744, 696, 859, 721]
classified-ad: WORMS can be completely eliminated in children. Health Supply, Ltd., 127 Willis Street. [867, 1514, 981, 1539]
classified-ad: REQUIRED immediately, Housekeeper, 30-45, own interests, 6 adults, all duties, handy to town. Apply 2811 Evg. Post. [132, 135, 246, 161]
ad-heading: WEKERO SECTION. [149, 436, 229, 446]
classified-ad: CUT your Garage costs. Two Bedford 5-cwt Vans; Two Fords. Try these vehicles before you buy elsewhere. Terms arranged. AVERY MOTORS, LTD., Courtenay Place, Wellington. Telephone 50-785. [499, 461, 614, 511]
classified-ad: EXPERIENCED. Apply Juliette, 82-84 Manners Street. [10, 643, 124, 660]
classified-ad: CHRYSLER SPORTS ROADSTER, the last of the daylight jobs. Three people can drive anywhere. 1936 model with modern appearance, dickey seat, a snip at £95. [867, 516, 981, 558]
section-heading: TO LET—MISCELLANEOUS. [255, 1046, 368, 1059]
ad-heading: TRAVELLER FOR RUBBER GOODS. [136, 292, 243, 310]
classified-ad: GENTS. Bicycle, 3-speed, splendid condition, bargain. Apply 1 Wright Street. [254, 1202, 369, 1228]
classified-ad: BEFORE purchasing elsewhere, visit our Showroom at Lower Hutt, and inspect our excellent stock of Used Cars. It will pay you. [744, 1221, 859, 1254]
ad-heading: WHY NOT PAY US A VISIT. [749, 1209, 854, 1219]
classified-ad: AUSTIN 7 Cabriolet, 1930 model, in particularly nice condition; 400 Series; price £75. Independent Motors, 13 Tory St. [744, 556, 859, 590]
